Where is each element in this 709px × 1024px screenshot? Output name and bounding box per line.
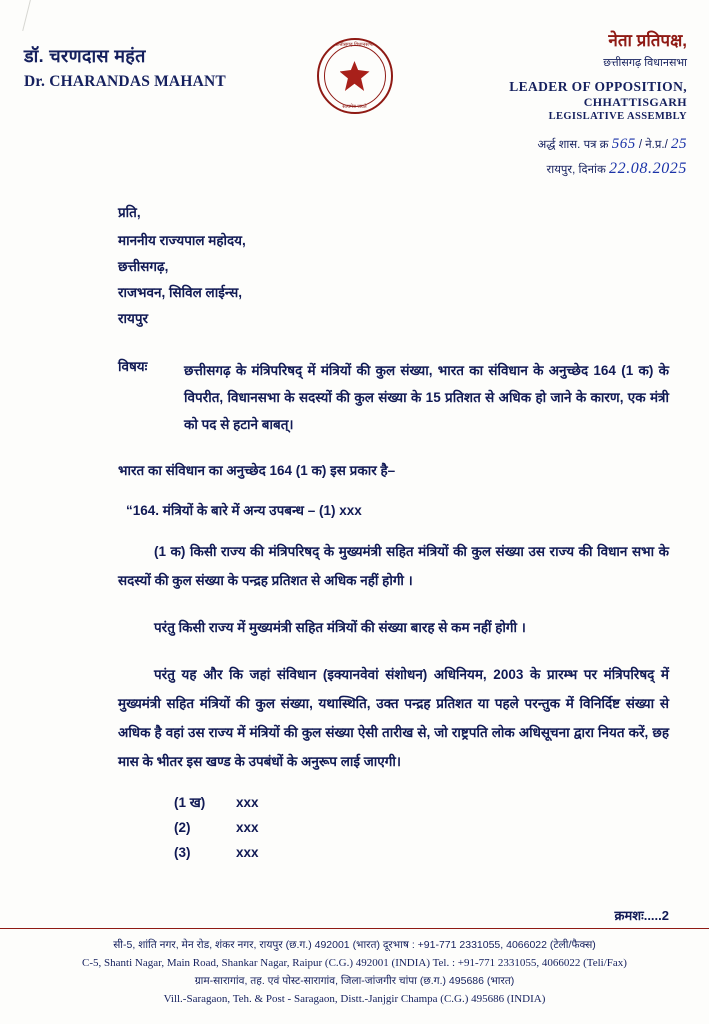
- letter-body: [0, 200, 709, 928]
- reference-label: अर्द्ध शास. पत्र क्र: [537, 139, 609, 151]
- addressee-line-4: रायपुर: [118, 311, 149, 326]
- proviso-1-paragraph: परंतु किसी राज्य में मुख्यमंत्री सहित मंत्रियों की संख्या बारह से कम नहीं होगी ।: [154, 620, 526, 635]
- sub-clause-key: (2): [174, 820, 191, 835]
- addressee-block: [118, 200, 669, 332]
- subject-row: [118, 357, 669, 438]
- sub-clause-key: (1 ख): [174, 795, 206, 810]
- intro-paragraph: भारत का संविधान का अनुच्छेद 164 (1 क) इस प्रकार है–: [118, 463, 396, 478]
- proviso-2-paragraph: परंतु यह और कि जहां संविधान (इक्यानवेवां संशोधन) अधिनियम, 2003 के प्रारम्भ पर मंत्रिपरिषद् में मुख्यमंत्री सहित मंत्रियों की कुल संख्या, यथास्थिति, उक्त पन्द्रह प्रतिशत या पहले परन्तुक में विनिर्दिष्ट संख्या से अधिक है वहां उस राज्य में मंत्रियों की कुल संख्या ऐसी तारीख से, जो राष्ट्रपति लोक अधिसूचना द्वारा नियत करें, छह मास के भीतर इस खण्ड के उपबंधों के अनुरूप लाई जाएगी।: [118, 667, 669, 769]
- assembly-english: LEGISLATIVE ASSEMBLY: [548, 111, 687, 122]
- footer-address-english-2: Vill.-Saragaon, Teh. & Post - Saragaon, Distt.-Janjgir Champa (C.G.) 495686 (INDIA): [163, 993, 546, 1005]
- sub-clause-value: xxx: [236, 795, 259, 810]
- list-item: [174, 815, 669, 840]
- addressee-line-1: माननीय राज्यपाल महोदय,: [118, 233, 246, 248]
- letterhead: [0, 0, 709, 196]
- reference-number-line: [387, 136, 687, 153]
- to-word: प्रति,: [118, 205, 141, 220]
- letterhead-footer: [0, 928, 709, 1024]
- place-date-label: रायपुर, दिनांक: [546, 164, 606, 176]
- sub-clause-value: xxx: [236, 820, 259, 835]
- sender-name-hindi: डॉ. चरणदास महंत: [24, 46, 146, 66]
- designation-english: LEADER OF OPPOSITION,: [509, 79, 687, 94]
- subject-text: छत्तीसगढ़ के मंत्रिपरिषद् में मंत्रियों की कुल संख्या, भारत का संविधान के अनुच्छेद 164 (1 क) के विपरीत, विधानसभा के सदस्यों की कुल संख्या के 15 प्रतिशत से अधिक हो जाने के कारण, एक मंत्री को पद से हटाने बाबत्।: [184, 363, 669, 432]
- footer-address-hindi-2: ग्राम-सारागांव, तह. एवं पोस्ट-सारागांव, जिला-जांजगीर चांपा (छ.ग.) 495686 (भारत): [194, 975, 515, 987]
- emblem-bottom-text: सत्यमेव जयते: [342, 104, 367, 110]
- list-item: [174, 790, 669, 815]
- reference-year-value: 25: [671, 136, 687, 152]
- continued-note: क्रमशः.....2: [614, 908, 669, 923]
- date-value: 22.08.2025: [609, 160, 687, 177]
- sub-clause-value: xxx: [236, 845, 259, 860]
- state-english: CHHATTISGARH: [583, 95, 687, 109]
- sub-clause-key: (3): [174, 845, 191, 860]
- assembly-emblem-icon: [317, 38, 393, 114]
- office-designation: [387, 28, 687, 178]
- clause-1k-paragraph: (1 क) किसी राज्य की मंत्रिपरिषद् के मुख्यमंत्री सहित मंत्रियों की कुल संख्या उस राज्य की विधान सभा के सदस्यों की कुल संख्या के पन्द्रह प्रतिशत से अधिक नहीं होगी ।: [118, 544, 669, 588]
- reference-number-value: 565: [611, 136, 636, 152]
- sub-clause-list: [118, 790, 669, 865]
- addressee-line-2: छत्तीसगढ़,: [118, 259, 169, 274]
- sender-name-english: Dr. CHARANDAS MAHANT: [24, 73, 226, 90]
- sender-identity: [24, 44, 274, 91]
- addressee-line-3: राजभवन, सिविल लाईन्स,: [118, 285, 243, 300]
- designation-hindi: नेता प्रतिपक्ष,: [608, 31, 687, 50]
- article-quote-heading: “164. मंत्रियों के बारे में अन्य उपबन्ध – (1) xxx: [126, 503, 362, 518]
- footer-address-english-1: C-5, Shanti Nagar, Main Road, Shankar Nagar, Raipur (C.G.) 492001 (INDIA) Tel. : +91-771 2331055, 4066022 (Teli/Fax): [82, 957, 627, 969]
- place-date-line: [387, 160, 687, 178]
- reference-label-2: / ने.प्र./: [638, 139, 668, 151]
- list-item: [174, 840, 669, 865]
- assembly-hindi: छत्तीसगढ़ विधानसभा: [603, 57, 687, 69]
- emblem-top-text: छत्तीसगढ़ विधानसभा: [335, 42, 374, 48]
- footer-address-hindi-1: सी-5, शांति नगर, मेन रोड, शंकर नगर, रायपुर (छ.ग.) 492001 (भारत) दूरभाष : +91-771 2331055, 4066022 (टेली/फैक्स): [113, 939, 596, 951]
- subject-label: विषयः: [118, 359, 148, 374]
